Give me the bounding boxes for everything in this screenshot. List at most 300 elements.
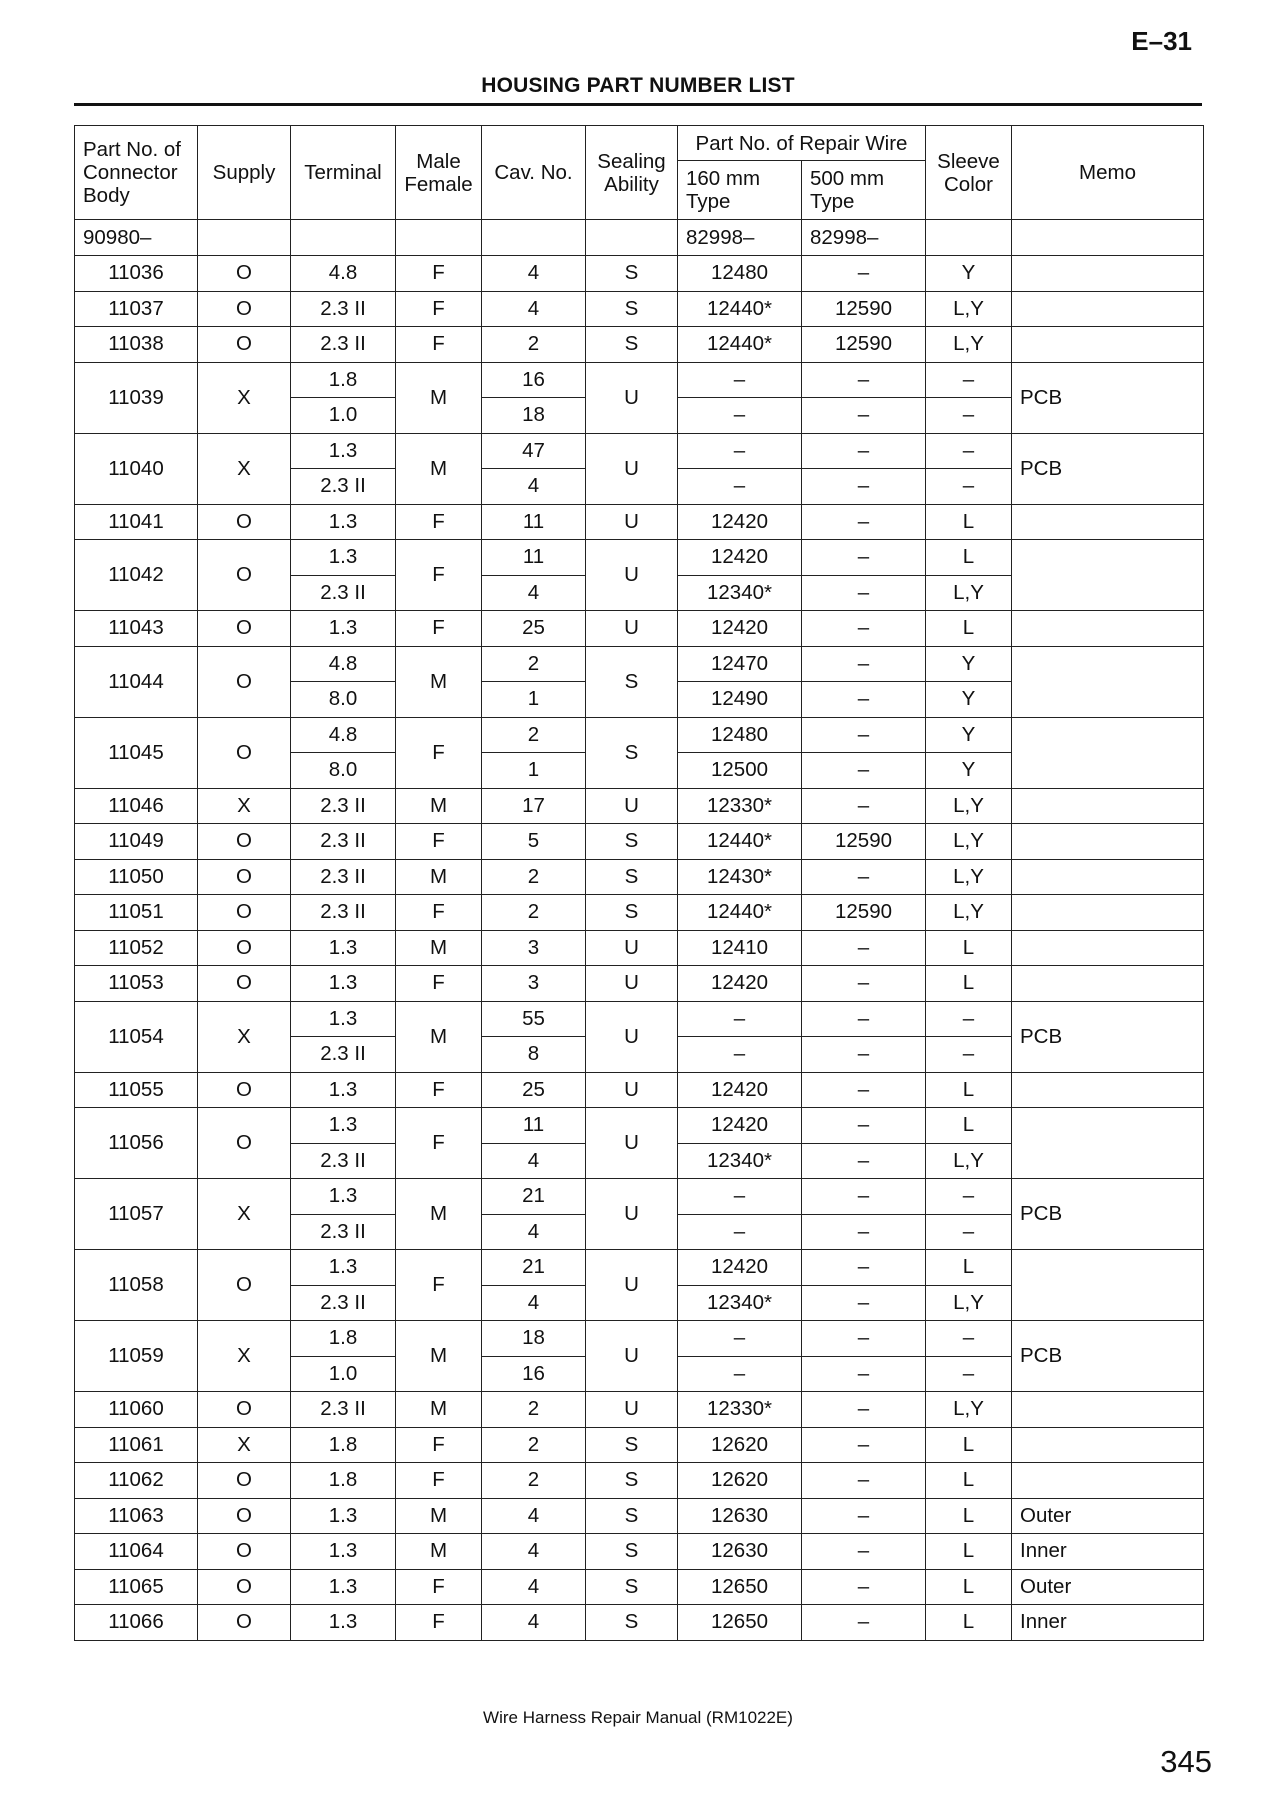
sleeve-color-cell: L: [926, 1605, 1012, 1641]
part-number-cell: 11059: [75, 1321, 198, 1392]
terminal-cell: 1.3: [291, 540, 396, 576]
table-row: [75, 1179, 1204, 1215]
supply-cell: X: [198, 1427, 291, 1463]
table-row: [75, 1605, 1204, 1641]
housing-part-table: [74, 125, 1204, 1641]
male-female-cell: F: [396, 291, 482, 327]
terminal-cell: 8.0: [291, 753, 396, 789]
part-number-cell: 11062: [75, 1463, 198, 1499]
repair-wire-500-cell: –: [802, 1569, 926, 1605]
sleeve-color-cell: L: [926, 930, 1012, 966]
memo-cell: [1012, 859, 1204, 895]
footer-manual-title: Wire Harness Repair Manual (RM1022E): [483, 1708, 793, 1727]
sleeve-color-cell: L: [926, 504, 1012, 540]
cav-no-cell: 4: [482, 256, 586, 292]
repair-wire-500-cell: 12590: [802, 327, 926, 363]
cav-no-cell: 25: [482, 1072, 586, 1108]
male-female-cell: F: [396, 540, 482, 611]
table-row: [75, 1108, 1204, 1144]
repair-wire-500-cell: –: [802, 646, 926, 682]
repair-wire-160-cell: 12420: [678, 540, 802, 576]
cav-no-cell: 2: [482, 1427, 586, 1463]
repair-wire-160-cell: 12420: [678, 1108, 802, 1144]
cav-no-cell: 16: [482, 1356, 586, 1392]
terminal-cell: 1.0: [291, 1356, 396, 1392]
table-row: [75, 1072, 1204, 1108]
repair-wire-160-cell: –: [678, 1037, 802, 1073]
sealing-cell: S: [586, 1569, 678, 1605]
male-female-cell: F: [396, 1108, 482, 1179]
supply-cell: O: [198, 291, 291, 327]
cav-no-cell: 4: [482, 1569, 586, 1605]
cav-no-cell: 4: [482, 291, 586, 327]
memo-cell: [1012, 1250, 1204, 1321]
supply-cell: X: [198, 1001, 291, 1072]
repair-wire-160-cell: 12420: [678, 1250, 802, 1286]
sleeve-color-cell: L: [926, 1534, 1012, 1570]
repair-wire-160-cell: 12430*: [678, 859, 802, 895]
cav-no-cell: 8: [482, 1037, 586, 1073]
part-number-cell: 11049: [75, 824, 198, 860]
supply-cell: O: [198, 966, 291, 1002]
repair-wire-160-cell: 12340*: [678, 575, 802, 611]
memo-cell: PCB: [1012, 433, 1204, 504]
cav-no-cell: 1: [482, 682, 586, 718]
terminal-cell: 4.8: [291, 646, 396, 682]
terminal-cell: 2.3 II: [291, 1214, 396, 1250]
table-row: [75, 1534, 1204, 1570]
repair-wire-500-cell: –: [802, 504, 926, 540]
part-number-cell: 11063: [75, 1498, 198, 1534]
repair-wire-500-cell: –: [802, 1072, 926, 1108]
supply-cell: O: [198, 1072, 291, 1108]
terminal-cell: 1.3: [291, 1179, 396, 1215]
male-female-cell: F: [396, 256, 482, 292]
cav-no-cell: 18: [482, 398, 586, 434]
sleeve-color-cell: –: [926, 1179, 1012, 1215]
male-female-cell: M: [396, 1392, 482, 1428]
sleeve-color-cell: L,Y: [926, 824, 1012, 860]
sealing-cell: U: [586, 930, 678, 966]
part-number-cell: 11066: [75, 1605, 198, 1641]
sleeve-color-cell: L,Y: [926, 327, 1012, 363]
repair-wire-160-cell: 12340*: [678, 1143, 802, 1179]
sealing-cell: U: [586, 1179, 678, 1250]
repair-wire-500-cell: –: [802, 433, 926, 469]
terminal-cell: 2.3 II: [291, 575, 396, 611]
prefix-row: [75, 220, 1204, 256]
cav-no-cell: 47: [482, 433, 586, 469]
supply-cell: X: [198, 433, 291, 504]
repair-wire-500-cell: –: [802, 398, 926, 434]
memo-cell: Inner: [1012, 1534, 1204, 1570]
cav-no-cell: 55: [482, 1001, 586, 1037]
sleeve-color-cell: Y: [926, 646, 1012, 682]
repair-wire-500-cell: –: [802, 1392, 926, 1428]
part-number-cell: 11041: [75, 504, 198, 540]
part-number-cell: 11051: [75, 895, 198, 931]
cav-no-cell: 2: [482, 1392, 586, 1428]
repair-wire-500-cell: –: [802, 575, 926, 611]
sealing-cell: U: [586, 540, 678, 611]
cav-no-cell: 3: [482, 966, 586, 1002]
terminal-cell: 1.3: [291, 1250, 396, 1286]
sleeve-color-cell: –: [926, 469, 1012, 505]
male-female-cell: M: [396, 930, 482, 966]
memo-cell: [1012, 1072, 1204, 1108]
header-part-no: Part No. of Connector Body: [75, 126, 198, 220]
terminal-cell: 1.3: [291, 1001, 396, 1037]
sleeve-color-cell: L: [926, 1250, 1012, 1286]
sealing-cell: S: [586, 859, 678, 895]
repair-wire-500-cell: –: [802, 1285, 926, 1321]
terminal-cell: 1.3: [291, 611, 396, 647]
part-number-cell: 11036: [75, 256, 198, 292]
memo-cell: [1012, 717, 1204, 788]
sleeve-color-cell: –: [926, 1037, 1012, 1073]
terminal-cell: 1.3: [291, 966, 396, 1002]
table-row: [75, 1250, 1204, 1286]
cav-no-cell: 2: [482, 859, 586, 895]
supply-cell: O: [198, 859, 291, 895]
repair-wire-160-cell: 12420: [678, 504, 802, 540]
table-row: [75, 966, 1204, 1002]
table-row: [75, 788, 1204, 824]
male-female-cell: F: [396, 1569, 482, 1605]
terminal-cell: 1.8: [291, 1463, 396, 1499]
sealing-cell: S: [586, 1463, 678, 1499]
male-female-cell: M: [396, 1001, 482, 1072]
repair-wire-500-cell: –: [802, 788, 926, 824]
supply-cell: O: [198, 895, 291, 931]
memo-cell: [1012, 611, 1204, 647]
cav-no-cell: 17: [482, 788, 586, 824]
repair-wire-500-cell: –: [802, 682, 926, 718]
repair-wire-500-cell: –: [802, 1143, 926, 1179]
memo-cell: [1012, 824, 1204, 860]
cav-no-cell: 2: [482, 717, 586, 753]
cav-no-cell: 4: [482, 1143, 586, 1179]
repair-wire-500-cell: –: [802, 540, 926, 576]
terminal-cell: 2.3 II: [291, 1143, 396, 1179]
repair-wire-160-cell: –: [678, 1179, 802, 1215]
terminal-cell: 1.3: [291, 1498, 396, 1534]
repair-wire-500-cell: –: [802, 1534, 926, 1570]
sealing-cell: S: [586, 327, 678, 363]
repair-wire-160-cell: 12480: [678, 717, 802, 753]
cav-no-cell: 4: [482, 1498, 586, 1534]
supply-cell: O: [198, 540, 291, 611]
terminal-cell: 1.3: [291, 504, 396, 540]
memo-cell: [1012, 930, 1204, 966]
cav-no-cell: 4: [482, 1534, 586, 1570]
sleeve-color-cell: L: [926, 1427, 1012, 1463]
header-memo: Memo: [1012, 126, 1204, 220]
supply-cell: O: [198, 1250, 291, 1321]
sealing-cell: S: [586, 1534, 678, 1570]
table-row: [75, 1498, 1204, 1534]
terminal-cell: 2.3 II: [291, 1037, 396, 1073]
supply-cell: O: [198, 1569, 291, 1605]
terminal-cell: 8.0: [291, 682, 396, 718]
sleeve-color-cell: L: [926, 611, 1012, 647]
part-number-cell: 11050: [75, 859, 198, 895]
prefix-part: 90980–: [75, 220, 198, 256]
memo-cell: Outer: [1012, 1498, 1204, 1534]
repair-wire-500-cell: 12590: [802, 291, 926, 327]
sealing-cell: S: [586, 1427, 678, 1463]
cav-no-cell: 21: [482, 1250, 586, 1286]
part-number-cell: 11061: [75, 1427, 198, 1463]
table-row: [75, 611, 1204, 647]
terminal-cell: 4.8: [291, 256, 396, 292]
sleeve-color-cell: L,Y: [926, 291, 1012, 327]
table-header: [75, 126, 1204, 220]
repair-wire-500-cell: –: [802, 611, 926, 647]
terminal-cell: 2.3 II: [291, 1285, 396, 1321]
table-row: [75, 824, 1204, 860]
male-female-cell: F: [396, 1250, 482, 1321]
part-number-cell: 11056: [75, 1108, 198, 1179]
prefix-160: 82998–: [678, 220, 802, 256]
terminal-cell: 1.0: [291, 398, 396, 434]
supply-cell: O: [198, 256, 291, 292]
male-female-cell: M: [396, 788, 482, 824]
male-female-cell: M: [396, 859, 482, 895]
male-female-cell: F: [396, 504, 482, 540]
sealing-cell: S: [586, 291, 678, 327]
supply-cell: O: [198, 1498, 291, 1534]
cav-no-cell: 3: [482, 930, 586, 966]
cav-no-cell: 11: [482, 1108, 586, 1144]
part-number-cell: 11046: [75, 788, 198, 824]
cav-no-cell: 4: [482, 1285, 586, 1321]
repair-wire-500-cell: –: [802, 362, 926, 398]
sleeve-color-cell: –: [926, 1356, 1012, 1392]
cav-no-cell: 5: [482, 824, 586, 860]
sealing-cell: U: [586, 611, 678, 647]
table-row: [75, 859, 1204, 895]
table-row: [75, 1392, 1204, 1428]
sealing-cell: U: [586, 504, 678, 540]
repair-wire-160-cell: 12470: [678, 646, 802, 682]
sealing-cell: U: [586, 1108, 678, 1179]
part-number-cell: 11045: [75, 717, 198, 788]
sealing-cell: U: [586, 1321, 678, 1392]
male-female-cell: F: [396, 966, 482, 1002]
part-number-cell: 11053: [75, 966, 198, 1002]
supply-cell: X: [198, 1321, 291, 1392]
part-number-cell: 11052: [75, 930, 198, 966]
sleeve-color-cell: –: [926, 362, 1012, 398]
sealing-cell: S: [586, 1498, 678, 1534]
cav-no-cell: 2: [482, 895, 586, 931]
table-row: [75, 895, 1204, 931]
table-row: [75, 291, 1204, 327]
sealing-cell: S: [586, 256, 678, 292]
repair-wire-500-cell: –: [802, 1427, 926, 1463]
sleeve-color-cell: L: [926, 1072, 1012, 1108]
cav-no-cell: 4: [482, 469, 586, 505]
repair-wire-500-cell: –: [802, 469, 926, 505]
cav-no-cell: 2: [482, 1463, 586, 1499]
supply-cell: O: [198, 717, 291, 788]
header-supply: Supply: [198, 126, 291, 220]
header-terminal: Terminal: [291, 126, 396, 220]
table-row: [75, 362, 1204, 398]
repair-wire-160-cell: 12330*: [678, 788, 802, 824]
repair-wire-160-cell: 12650: [678, 1605, 802, 1641]
cav-no-cell: 4: [482, 1605, 586, 1641]
terminal-cell: 1.3: [291, 1108, 396, 1144]
male-female-cell: M: [396, 646, 482, 717]
male-female-cell: M: [396, 1498, 482, 1534]
table-row: [75, 433, 1204, 469]
table-row: [75, 1463, 1204, 1499]
repair-wire-160-cell: –: [678, 469, 802, 505]
sealing-cell: S: [586, 717, 678, 788]
sleeve-color-cell: L,Y: [926, 1285, 1012, 1321]
terminal-cell: 2.3 II: [291, 1392, 396, 1428]
repair-wire-500-cell: –: [802, 1108, 926, 1144]
table-row: [75, 1569, 1204, 1605]
memo-cell: PCB: [1012, 1001, 1204, 1072]
supply-cell: X: [198, 1179, 291, 1250]
cav-no-cell: 11: [482, 540, 586, 576]
table-body: [75, 220, 1204, 1641]
sleeve-color-cell: Y: [926, 753, 1012, 789]
table-row: [75, 504, 1204, 540]
supply-cell: O: [198, 646, 291, 717]
terminal-cell: 4.8: [291, 717, 396, 753]
header-sleeve: Sleeve Color: [926, 126, 1012, 220]
sealing-cell: S: [586, 824, 678, 860]
header-cav-no: Cav. No.: [482, 126, 586, 220]
sleeve-color-cell: –: [926, 1214, 1012, 1250]
sealing-cell: U: [586, 1001, 678, 1072]
sleeve-color-cell: –: [926, 398, 1012, 434]
male-female-cell: F: [396, 611, 482, 647]
male-female-cell: M: [396, 362, 482, 433]
part-number-cell: 11065: [75, 1569, 198, 1605]
supply-cell: O: [198, 930, 291, 966]
repair-wire-160-cell: 12500: [678, 753, 802, 789]
memo-cell: [1012, 1392, 1204, 1428]
table-row: [75, 646, 1204, 682]
repair-wire-160-cell: 12490: [678, 682, 802, 718]
repair-wire-160-cell: 12480: [678, 256, 802, 292]
supply-cell: O: [198, 1605, 291, 1641]
terminal-cell: 1.3: [291, 433, 396, 469]
terminal-cell: 2.3 II: [291, 788, 396, 824]
page-title: HOUSING PART NUMBER LIST: [481, 74, 795, 97]
male-female-cell: F: [396, 1605, 482, 1641]
repair-wire-500-cell: –: [802, 1179, 926, 1215]
sleeve-color-cell: Y: [926, 717, 1012, 753]
sealing-cell: S: [586, 646, 678, 717]
memo-cell: [1012, 256, 1204, 292]
terminal-cell: 2.3 II: [291, 291, 396, 327]
sleeve-color-cell: L,Y: [926, 895, 1012, 931]
header-160mm: 160 mm Type: [678, 161, 802, 220]
cav-no-cell: 2: [482, 327, 586, 363]
part-number-cell: 11054: [75, 1001, 198, 1072]
repair-wire-160-cell: –: [678, 1214, 802, 1250]
repair-wire-160-cell: 12440*: [678, 895, 802, 931]
part-number-cell: 11042: [75, 540, 198, 611]
cav-no-cell: 4: [482, 575, 586, 611]
male-female-cell: M: [396, 433, 482, 504]
male-female-cell: F: [396, 717, 482, 788]
part-number-cell: 11057: [75, 1179, 198, 1250]
section-number: E–31: [1131, 26, 1192, 56]
male-female-cell: F: [396, 1427, 482, 1463]
cav-no-cell: 1: [482, 753, 586, 789]
repair-wire-500-cell: 12590: [802, 895, 926, 931]
supply-cell: O: [198, 1463, 291, 1499]
repair-wire-160-cell: –: [678, 1356, 802, 1392]
memo-cell: [1012, 1427, 1204, 1463]
terminal-cell: 1.3: [291, 1072, 396, 1108]
male-female-cell: F: [396, 895, 482, 931]
memo-cell: [1012, 788, 1204, 824]
sealing-cell: U: [586, 788, 678, 824]
repair-wire-500-cell: –: [802, 1498, 926, 1534]
prefix-500: 82998–: [802, 220, 926, 256]
repair-wire-500-cell: 12590: [802, 824, 926, 860]
sleeve-color-cell: L: [926, 1498, 1012, 1534]
memo-cell: Inner: [1012, 1605, 1204, 1641]
repair-wire-500-cell: –: [802, 1250, 926, 1286]
memo-cell: PCB: [1012, 362, 1204, 433]
part-number-cell: 11039: [75, 362, 198, 433]
terminal-cell: 1.8: [291, 362, 396, 398]
table-row: [75, 327, 1204, 363]
male-female-cell: M: [396, 1179, 482, 1250]
sealing-cell: U: [586, 966, 678, 1002]
header-male-female: Male Female: [396, 126, 482, 220]
terminal-cell: 1.3: [291, 930, 396, 966]
memo-cell: [1012, 895, 1204, 931]
sleeve-color-cell: L: [926, 966, 1012, 1002]
repair-wire-160-cell: 12330*: [678, 1392, 802, 1428]
sealing-cell: U: [586, 433, 678, 504]
sealing-cell: U: [586, 1392, 678, 1428]
male-female-cell: M: [396, 1534, 482, 1570]
repair-wire-160-cell: 12420: [678, 1072, 802, 1108]
repair-wire-500-cell: –: [802, 1001, 926, 1037]
part-number-cell: 11064: [75, 1534, 198, 1570]
sleeve-color-cell: Y: [926, 682, 1012, 718]
male-female-cell: F: [396, 824, 482, 860]
header-sealing: Sealing Ability: [586, 126, 678, 220]
male-female-cell: F: [396, 1072, 482, 1108]
memo-cell: [1012, 1463, 1204, 1499]
memo-cell: [1012, 540, 1204, 611]
cav-no-cell: 21: [482, 1179, 586, 1215]
male-female-cell: F: [396, 327, 482, 363]
supply-cell: O: [198, 1392, 291, 1428]
terminal-cell: 2.3 II: [291, 859, 396, 895]
sealing-cell: U: [586, 362, 678, 433]
repair-wire-160-cell: –: [678, 398, 802, 434]
cav-no-cell: 4: [482, 1214, 586, 1250]
repair-wire-160-cell: 12620: [678, 1463, 802, 1499]
sleeve-color-cell: L: [926, 540, 1012, 576]
terminal-cell: 2.3 II: [291, 824, 396, 860]
repair-wire-500-cell: –: [802, 859, 926, 895]
sleeve-color-cell: L,Y: [926, 575, 1012, 611]
